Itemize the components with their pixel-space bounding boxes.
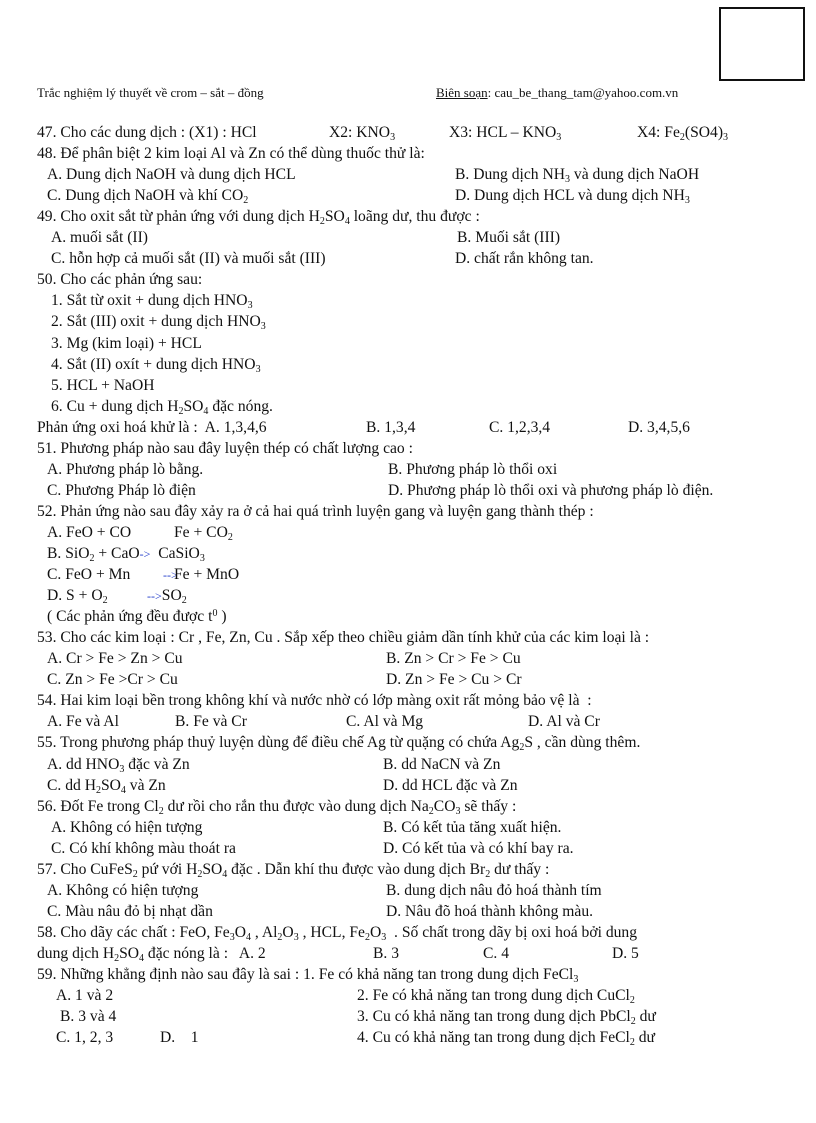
- text-segment: Fe + MnO: [174, 566, 240, 584]
- text-segment: 1. Sắt từ oxit + dung dịch $HNO_3$: [51, 292, 253, 312]
- text-segment: A. Không có hiện tượng: [47, 881, 199, 899]
- text-segment: dung dịch $H_2SO_4$ đặc nóng là : A. 2: [37, 944, 266, 964]
- text-segment: 47. Cho các dung dịch : (X1) : HCl: [37, 124, 257, 141]
- text-segment: $Fe + CO_2$: [174, 523, 233, 543]
- text-segment: 49. Cho oxit sắt từ phản ứng với dung dịch $H_2SO_4$ loãng dư, thu được :: [37, 208, 480, 228]
- text-segment: 57. Cho CuFeS$_2$ pứ với $H_2SO_4$ đặc . Dẫn khí thu được vào dung dịch $Br_2$ dư thấy :: [37, 860, 550, 880]
- text-segment: B. 1,3,4: [366, 418, 416, 436]
- author-email: : cau_be_thang_tam@yahoo.com.vn: [487, 85, 679, 100]
- text-segment: B. dd NaCN và Zn: [383, 755, 501, 773]
- text-segment: C. FeO + Mn: [47, 566, 131, 584]
- text-segment: 56. Đốt Fe trong $Cl_2$ dư rồi cho rắn thu được vào dung dịch $Na_2CO_3$ sẽ thấy :: [37, 797, 517, 817]
- text-segment: B. Phương pháp lò thổi oxi: [388, 460, 558, 478]
- text-segment: C. Màu nâu đỏ bị nhạt dần: [47, 902, 213, 920]
- text-segment: C. Có khí không màu thoát ra: [51, 839, 236, 857]
- text-segment: D. Zn > Fe > Cu > Cr: [386, 671, 522, 689]
- text-segment: 6. Cu + dung dịch $H_2SO_4$ đặc nóng.: [51, 397, 273, 417]
- text-segment: A. Fe và Al: [47, 713, 119, 731]
- text-segment: C. Phương Pháp lò điện: [47, 481, 196, 499]
- text-segment: A. dd $HNO_3$ đặc và Zn: [47, 755, 190, 775]
- text-segment: ( Các phản ứng đều được $t^0$ ): [47, 608, 227, 626]
- text-segment: 4. Sắt (II) oxít + dung dịch $HNO_3$: [51, 355, 261, 375]
- text-segment: X2: $KNO_3$: [329, 124, 396, 143]
- text-segment: 50. Cho các phản ứng sau:: [37, 271, 203, 289]
- text-segment: 3. Mg (kim loại) + HCL: [51, 334, 202, 352]
- text-segment: 3. Cu có khả năng tan trong dung dịch PbCl$_2$ dư: [357, 1008, 656, 1028]
- text-segment: D. Dung dịch HCL và dung dịch $NH_3$: [455, 187, 690, 207]
- text-segment: A. Cr > Fe > Zn > Cu: [47, 650, 183, 668]
- text-segment: 51. Phương pháp nào sau đây luyện thép có chất lượng cao :: [37, 439, 413, 457]
- text-segment: D. Phương pháp lò thổi oxi và phương pháp lò điện.: [388, 481, 714, 499]
- text-segment: A. Không có hiện tượng: [51, 818, 203, 836]
- text-segment: D. dd HCL đặc và Zn: [383, 776, 518, 794]
- text-segment: A. 1 và 2: [56, 987, 114, 1005]
- text-segment: B. SiO$_2$ + CaO-> CaSiO$_3$: [47, 545, 205, 564]
- text-segment: 4. Cu có khả năng tan trong dung dịch FeCl$_2$ dư: [357, 1029, 656, 1049]
- text-segment: 2. Sắt (III) oxit + dung dịch $HNO_3$: [51, 313, 266, 333]
- text-segment: $-->SO_2$: [147, 587, 187, 607]
- text-segment: C. hỗn hợp cả muối sắt (II) và muối sắt (III): [51, 250, 326, 268]
- text-segment: D. Al và Cr: [528, 713, 600, 731]
- text-segment: B. Muối sắt (III): [457, 229, 561, 247]
- text-segment: B. 3: [373, 944, 399, 962]
- text-segment: D. Có kết tủa và có khí bay ra.: [383, 839, 574, 857]
- text-segment: C. 1,2,3,4: [489, 418, 551, 436]
- author-label: Biên soạn: [436, 85, 488, 100]
- text-segment: 59. Những khẳng định nào sau đây là sai : 1. Fe có khả năng tan trong dung dịch FeCl$_3$: [37, 966, 579, 985]
- text-segment: 5. HCL + NaOH: [51, 376, 155, 394]
- text-segment: D. 3,4,5,6: [628, 418, 690, 436]
- text-segment: -->: [163, 568, 178, 583]
- text-segment: 48. Để phân biệt 2 kim loại Al và Zn có thể dùng thuốc thử là:: [37, 145, 425, 163]
- text-segment: C. Al và Mg: [346, 713, 424, 731]
- blank-frame: [719, 7, 805, 81]
- text-segment: X3: HCL – $KNO_3$: [449, 124, 562, 143]
- text-segment: 53. Cho các kim loại : Cr , Fe, Zn, Cu . Sắp xếp theo chiều giảm dần tính khử của các kim loại là :: [37, 629, 650, 647]
- text-segment: B. dung dịch nâu đỏ hoá thành tím: [386, 881, 602, 899]
- text-segment: B. Fe và Cr: [175, 713, 247, 731]
- text-segment: B. Zn > Cr > Fe > Cu: [386, 650, 521, 668]
- page-header-author: [436, 85, 678, 101]
- text-segment: D. Nâu đõ hoá thành không màu.: [386, 902, 594, 920]
- page-header-title: Trắc nghiệm lý thuyết về crom – sắt – đồng: [37, 85, 264, 100]
- text-segment: C. Zn > Fe >Cr > Cu: [47, 671, 178, 689]
- text-segment: D. 5: [612, 944, 639, 962]
- text-segment: D. chất rắn không tan.: [455, 250, 594, 268]
- text-segment: 54. Hai kim loại bền trong không khí và nước nhờ có lớp màng oxit rất mỏng bảo vệ là :: [37, 692, 592, 710]
- text-segment: A. muối sắt (II): [51, 229, 149, 247]
- text-segment: B. Dung dịch $NH_3$ và dung dịch NaOH: [455, 166, 700, 186]
- text-segment: 55. Trong phương pháp thuỷ luyện dùng để điều chế Ag từ quặng có chứa $Ag_2S$ , cần dùng thêm.: [37, 734, 641, 754]
- text-segment: 2. Fe có khả năng tan trong dung dịch CuCl$_2$: [357, 987, 635, 1007]
- text-segment: C. dd $H_2SO_4$ và Zn: [47, 776, 166, 796]
- text-segment: D. $S + O_2$: [47, 587, 108, 607]
- text-segment: B. 3 và 4: [60, 1008, 117, 1026]
- text-segment: B. Có kết tủa tăng xuất hiện.: [383, 818, 562, 836]
- text-segment: D. 1: [160, 1029, 199, 1047]
- text-segment: A. Dung dịch NaOH và dung dịch HCL: [47, 166, 296, 184]
- text-segment: Phản ứng oxi hoá khử là : A. 1,3,4,6: [37, 418, 267, 436]
- text-segment: C. 4: [483, 944, 509, 962]
- text-segment: 52. Phản ứng nào sau đây xảy ra ở cả hai quá trình luyện gang và luyện gang thành thép :: [37, 502, 594, 520]
- text-segment: A. Phương pháp lò bằng.: [47, 460, 204, 478]
- text-segment: X4: $Fe_2(SO4)_3$: [637, 124, 729, 143]
- text-segment: 58. Cho dãy các chất : FeO, $Fe_3O_4$ , $Al_2O_3$ , HCL, $Fe_2O_3$ . Số chất trong dãy bị oxi hoá bởi dung: [37, 923, 638, 943]
- text-segment: C. 1, 2, 3: [56, 1029, 114, 1047]
- text-segment: A. FeO + CO: [47, 523, 132, 541]
- text-segment: C. Dung dịch NaOH và khí $CO_2$: [47, 187, 249, 207]
